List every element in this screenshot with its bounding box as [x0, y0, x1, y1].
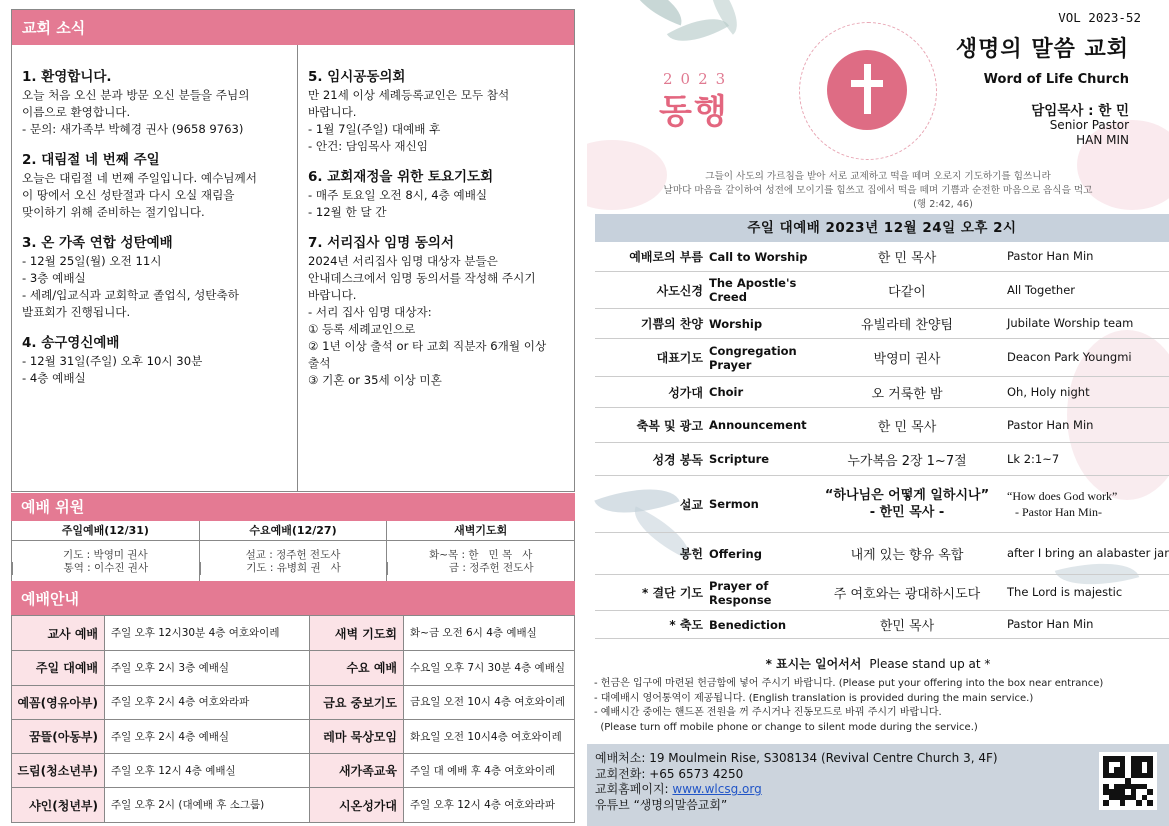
news-item-line: - 3층 예배실 [22, 271, 86, 285]
guide-label: 수요 예배 [310, 651, 404, 684]
service-item-leader-english: after I bring an alabaster jar [1007, 546, 1169, 560]
service-item-english: Choir [709, 385, 744, 399]
staff-column-head: 주일예배(12/31) [12, 521, 199, 541]
guide-value: 주일 오후 12시 4층 예배실 [105, 754, 310, 787]
service-item-korean: 성가대 [668, 385, 703, 400]
service-item-leader-english: The Lord is majestic [1007, 585, 1123, 599]
guide-value: 주일 오후 2시 (대예배 후 소그룹) [105, 788, 310, 821]
guide-row [12, 650, 574, 684]
staff-column-body [199, 541, 387, 581]
service-row [595, 408, 1169, 443]
service-row [595, 339, 1169, 377]
senior-pastor-name: HAN MIN [1076, 133, 1129, 147]
guide-row [12, 719, 574, 753]
leaf-decoration [624, 0, 689, 25]
service-item-english: Prayer of Response [709, 578, 772, 607]
news-item-title: 1. 환영합니다. [22, 69, 112, 85]
staff-entry: 통역 : 이수진 권사 [12, 562, 199, 575]
news-item [22, 150, 289, 221]
staff-entry: 설교 : 정주헌 전도사 [245, 549, 341, 561]
service-item-korean: 봉헌 [679, 547, 703, 561]
stand-notice-english: Please stand up at * [869, 657, 991, 671]
sermon-row [595, 476, 1169, 533]
service-item-english: Announcement [709, 418, 807, 432]
service-item-english: Scripture [709, 452, 770, 466]
note-line: - 예배시간 중에는 핸드폰 전원을 꺼 주시거나 진동모드로 바꿔 주시기 바랍니다. [594, 707, 942, 718]
service-item-korean: * 결단 기도 [642, 586, 703, 600]
guide-value: 주일 오후 2시 3층 예배실 [105, 651, 310, 684]
service-row [595, 242, 1169, 272]
guide-label: 금요 중보기도 [310, 686, 404, 719]
news-item-line: - 세례/입교식과 교회학교 졸업식, 성탄축하 [22, 288, 239, 302]
guide-value: 화~금 오전 6시 4층 예배실 [410, 627, 537, 640]
service-item-leader: 다같이 [888, 284, 926, 300]
guide-value: 수요일 오후 7시 30분 4층 예배실 [410, 661, 565, 674]
guide-label: 샤인(청년부) [12, 788, 105, 821]
guide-label: 새가족교육 [310, 754, 404, 787]
news-item-line: 바랍니다. [308, 288, 357, 302]
news-item-line: 출석 [308, 356, 331, 370]
service-item-korean: 성경 봉독 [652, 452, 703, 467]
sermon-title-korean: “하나님은 어떻게 일하시나” [824, 488, 990, 503]
senior-pastor-korean: 담임목사 : 한 민 [1031, 103, 1129, 119]
qr-code[interactable] [1099, 752, 1157, 810]
service-item-korean: 대표기도 [656, 351, 703, 365]
news-item [22, 333, 289, 387]
service-item-english: Sermon [709, 497, 759, 511]
guide-value: 주일 오후 12시30분 4층 여호와이레 [105, 616, 310, 650]
cross-icon-bar [851, 80, 883, 87]
service-item-english: Worship [709, 316, 763, 331]
guide-label: 새벽 기도회 [310, 616, 404, 650]
news-item-line: - 문의: 새가족부 박혜경 권사 (9658 9763) [22, 122, 244, 136]
service-item-english: Congregation Prayer [709, 343, 797, 372]
guide-label: 주일 대예배 [12, 651, 105, 684]
news-item-line: - 서리 집사 임명 대상자: [308, 305, 432, 319]
bulletin-right-page [587, 0, 1169, 826]
service-item-leader-english: Lk 2:1~7 [1007, 451, 1060, 466]
order-of-service [595, 242, 1169, 639]
theme-title: 동행 [659, 92, 729, 132]
guide-label: 예꼼(영유아부) [12, 686, 105, 719]
cross-logo [827, 50, 907, 130]
church-name-korean: 생명의 말씀 교회 [955, 37, 1129, 62]
news-item-line: 이 땅에서 오신 성탄절과 다시 오실 재림을 [22, 188, 235, 202]
contact-footer [587, 744, 1169, 826]
guide-label: 레마 묵상모임 [310, 720, 404, 753]
service-item-leader: 한민 목사 [879, 619, 935, 634]
staff-column-body [386, 541, 574, 581]
service-item-korean: 사도신경 [656, 283, 703, 298]
note-line: - 헌금은 입구에 마련된 헌금함에 넣어 주시기 바랍니다. (Please put your offering into the box near entrance) [594, 678, 1104, 689]
service-title: 주일 대예배 2023년 12월 24일 오후 2시 [595, 214, 1169, 242]
guide-value: 주일 오후 2시 4층 예배실 [105, 720, 310, 753]
verse-line-1: 그들이 사도의 가르침을 받아 서로 교제하고 떡을 떼며 오로지 기도하기를 힘쓰니라 [705, 171, 1051, 182]
service-item-leader-english: Pastor Han Min [1007, 249, 1094, 263]
guide-value: 주일 오후 12시 4층 여호와라파 [410, 799, 555, 812]
news-item-line: 바랍니다. [308, 105, 357, 119]
sermon-title-english: “How does God work” [1007, 489, 1118, 503]
guide-row [12, 685, 574, 719]
news-item [308, 67, 566, 155]
guide-value: 주일 오후 2시 4층 여호와라파 [105, 686, 310, 719]
service-item-leader-english: Jubilate Worship team [1007, 316, 1134, 330]
service-item-leader-english: All Together [1007, 282, 1075, 297]
sermon-leader [817, 487, 997, 521]
theme-year: 2023 [663, 70, 734, 88]
church-name-english: Word of Life Church [983, 72, 1129, 87]
news-item-line: 이름으로 환영합니다. [22, 105, 131, 119]
guide-value: 금요일 오전 10시 4층 여호와이레 [410, 696, 566, 709]
service-item-korean: 설교 [679, 497, 703, 512]
stand-notice-korean: * 표시는 일어서서 [765, 657, 862, 671]
service-row [595, 443, 1169, 476]
news-item-line: ② 1년 이상 출석 or 타 교회 직분자 6개월 이상 [308, 339, 547, 353]
news-item-line: ③ 기혼 or 35세 이상 미혼 [308, 373, 442, 387]
news-item-line: 오늘 처음 오신 분과 방문 오신 분들을 주님의 [22, 88, 250, 102]
service-item-english: Call to Worship [709, 249, 808, 264]
news-item [308, 167, 566, 221]
worship-staff-table [11, 521, 575, 582]
news-item [22, 67, 289, 138]
news-item-title: 7. 서리집사 임명 동의서 [308, 235, 454, 251]
guide-row [12, 787, 574, 821]
guide-row [12, 753, 574, 787]
service-row [595, 611, 1169, 639]
worship-staff-header: 예배 위원 [11, 493, 575, 521]
phone: 교회전화: +65 6573 4250 [595, 766, 744, 781]
service-item-leader: 유빌라테 찬양팀 [860, 318, 954, 333]
service-item-korean: * 축도 [669, 618, 703, 632]
news-item-line: - 안건: 담임목사 재신임 [308, 139, 428, 153]
volume-number: VOL 2023-52 [1058, 10, 1141, 25]
church-news-header: 교회 소식 [12, 10, 574, 45]
guide-label: 시온성가대 [310, 788, 404, 821]
news-item-title: 2. 대림절 네 번째 주일 [22, 152, 160, 168]
service-row [595, 272, 1169, 309]
service-item-leader: 한 민 목사 [877, 419, 937, 435]
address: 예배처소: 19 Moulmein Rise, S308134 (Revival Centre Church 3, 4F) [595, 751, 998, 765]
news-item-line: 2024년 서리집사 임명 대상자 분들은 [308, 254, 498, 268]
website-label: 교회홈페이지: [595, 782, 673, 796]
verse-reference: (행 2:42, 46) [913, 199, 973, 210]
news-item-line: 안내데스크에서 임명 동의서를 작성해 주시기 [308, 271, 536, 285]
service-item-korean: 예배로의 부름 [629, 250, 703, 264]
note-line: (Please turn off mobile phone or change to silent mode during the service.) [594, 721, 978, 733]
guide-value: 주일 대 예배 후 4층 여호와이레 [410, 764, 556, 777]
service-item-english: Offering [709, 546, 762, 561]
service-item-english: Benediction [709, 617, 787, 632]
news-item-line: - 12월 31일(주일) 오후 10시 30분 [22, 354, 203, 368]
staff-entry: 기도 : 유병희 권 사 [200, 562, 387, 575]
cross-icon [864, 64, 871, 114]
worship-guide-header: 예배안내 [11, 581, 575, 615]
service-item-leader-english: Pastor Han Min [1007, 617, 1094, 631]
staff-column-body [12, 541, 199, 581]
service-item-korean: 축복 및 광고 [636, 418, 703, 433]
sermon-preacher-korean: - 한민 목사 - [869, 505, 945, 520]
news-item-line: - 12월 25일(월) 오전 11시 [22, 254, 162, 268]
staff-entry: 금 : 정주헌 전도사 [387, 562, 574, 575]
service-row [595, 309, 1169, 339]
verse-line-2: 날마다 마음을 같이하여 성전에 모이기를 힘쓰고 집에서 떡을 떼며 기쁨과 순전한 마음으로 음식을 먹고 [663, 185, 1093, 196]
service-item-leader-english: Deacon Park Youngmi [1007, 350, 1132, 364]
news-item-line: 맞이하기 위해 준비하는 절기입니다. [22, 205, 205, 219]
news-item-line: ① 등록 세례교인으로 [308, 322, 416, 336]
staff-entry: 화~목 : 한 민 목 사 [429, 549, 533, 561]
news-item-title: 4. 송구영신예배 [22, 335, 120, 351]
news-item-line: - 매주 토요일 오전 8시, 4층 예배실 [308, 188, 488, 202]
website-row [595, 782, 1161, 798]
service-item-leader: 누가복음 2장 1~7절 [847, 453, 967, 469]
service-item-leader: 오 거룩한 밤 [871, 386, 943, 402]
service-item-leader: 내게 있는 향유 옥합 [850, 548, 964, 563]
service-notes [594, 677, 1166, 735]
news-item-line: - 1월 7일(주일) 대예배 후 [308, 122, 441, 136]
stand-notice [587, 655, 1169, 672]
youtube: 유튜브 “생명의말씀교회” [595, 797, 728, 812]
news-item-line: - 12월 한 달 간 [308, 205, 387, 219]
news-item [308, 233, 566, 389]
news-item-line: - 4층 예배실 [22, 371, 86, 385]
news-item-line: 오늘은 대림절 네 번째 주일입니다. 예수님께서 [22, 171, 257, 185]
sermon-preacher-english: - Pastor Han Min- [1015, 505, 1102, 519]
guide-label: 꿈뜰(아동부) [12, 720, 105, 753]
staff-column-head: 수요예배(12/27) [199, 521, 387, 541]
senior-pastor-title: Senior Pastor [1049, 118, 1129, 132]
news-item-line: 만 21세 이상 세례등록교인은 모두 참석 [308, 88, 510, 102]
news-item-line: 발표회가 진행됩니다. [22, 305, 131, 319]
news-item-title: 3. 온 가족 연합 성탄예배 [22, 235, 173, 251]
news-column-left [12, 45, 298, 491]
service-item-leader-english: Pastor Han Min [1007, 417, 1094, 432]
sermon-english [997, 488, 1169, 520]
note-line: - 대예배시 영어통역이 제공됩니다. (English translation is provided during the main service.) [594, 692, 1034, 704]
service-item-korean: 기쁨의 찬양 [640, 317, 703, 331]
service-item-leader-english: Oh, Holy night [1007, 384, 1090, 399]
news-item [22, 233, 289, 321]
service-row [595, 533, 1169, 575]
service-item-english: The Apostle's Creed [709, 276, 797, 304]
guide-label: 교사 예배 [12, 616, 105, 650]
guide-value: 화요일 오전 10시4층 여호와이레 [410, 730, 562, 743]
church-news-box [11, 9, 575, 492]
news-item-title: 5. 임시공동의회 [308, 69, 406, 85]
staff-entry: 기도 : 박영미 권사 [63, 549, 148, 561]
news-column-right [298, 45, 574, 491]
worship-guide-table [11, 615, 575, 823]
guide-row [12, 616, 574, 650]
service-item-leader: 주 여호와는 광대하시도다 [833, 587, 981, 602]
staff-column-head: 새벽기도회 [386, 521, 574, 541]
guide-label: 드림(청소년부) [12, 754, 105, 787]
service-row [595, 575, 1169, 611]
service-item-leader: 박영미 권사 [873, 352, 941, 367]
service-item-leader: 한 민 목사 [877, 251, 937, 266]
website-link[interactable]: www.wlcsg.org [672, 782, 762, 796]
service-row [595, 377, 1169, 408]
news-item-title: 6. 교회재정을 위한 토요기도회 [308, 169, 494, 185]
